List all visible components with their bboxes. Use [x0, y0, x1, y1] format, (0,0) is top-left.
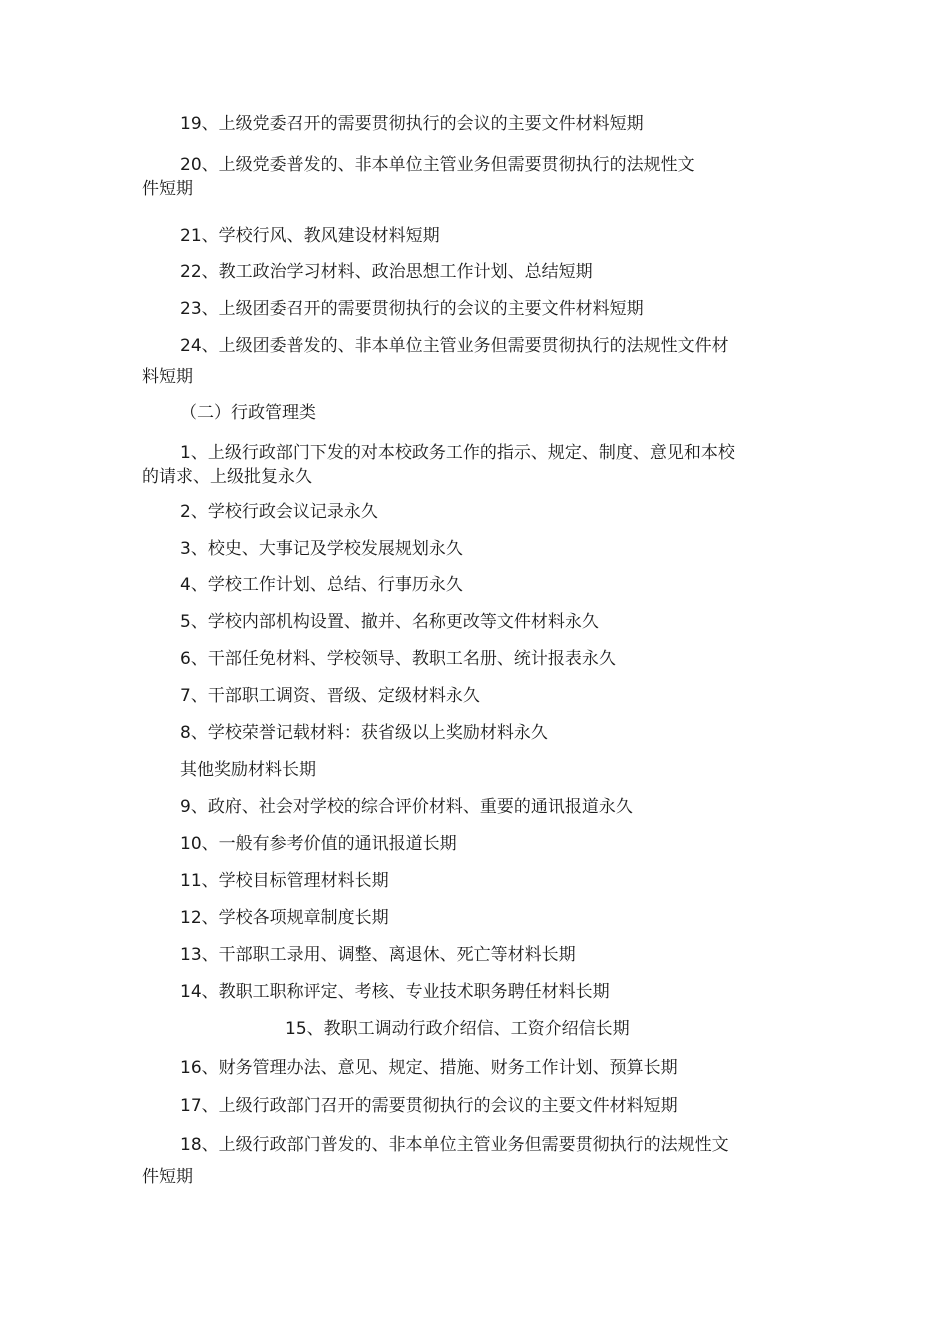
item-admin-12: 12、学校各项规章制度长期 [180, 908, 389, 928]
item-admin-6: 6、干部任免材料、学校领导、教职工名册、统计报表永久 [180, 649, 616, 669]
item-admin-17: 17、上级行政部门召开的需要贯彻执行的会议的主要文件材料短期 [180, 1096, 678, 1116]
item-admin-7: 7、干部职工调资、晋级、定级材料永久 [180, 686, 480, 706]
item-admin-10: 10、一般有参考价值的通讯报道长期 [180, 834, 457, 854]
item-admin-5: 5、学校内部机构设置、撤并、名称更改等文件材料永久 [180, 612, 599, 632]
item-admin-18-cont: 件短期 [142, 1167, 193, 1187]
item-party-20: 20、上级党委普发的、非本单位主管业务但需要贯彻执行的法规性文 [180, 155, 695, 175]
item-party-23: 23、上级团委召开的需要贯彻执行的会议的主要文件材料短期 [180, 299, 644, 319]
item-admin-3: 3、校史、大事记及学校发展规划永久 [180, 539, 463, 559]
item-party-24: 24、上级团委普发的、非本单位主管业务但需要贯彻执行的法规性文件材 [180, 336, 729, 356]
item-party-21: 21、学校行风、教风建设材料短期 [180, 226, 440, 246]
item-admin-2: 2、学校行政会议记录永久 [180, 502, 378, 522]
item-admin-1-cont: 的请求、上级批复永久 [142, 467, 312, 487]
item-admin-15: 15、教职工调动行政介绍信、工资介绍信长期 [285, 1019, 630, 1039]
section-heading-admin: （二）行政管理类 [180, 403, 316, 423]
item-admin-4: 4、学校工作计划、总结、行事历永久 [180, 575, 463, 595]
item-admin-9: 9、政府、社会对学校的综合评价材料、重要的通讯报道永久 [180, 797, 633, 817]
item-admin-13: 13、干部职工录用、调整、离退休、死亡等材料长期 [180, 945, 576, 965]
item-party-19: 19、上级党委召开的需要贯彻执行的会议的主要文件材料短期 [180, 114, 644, 134]
item-admin-1: 1、上级行政部门下发的对本校政务工作的指示、规定、制度、意见和本校 [180, 443, 735, 463]
item-admin-18: 18、上级行政部门普发的、非本单位主管业务但需要贯彻执行的法规性文 [180, 1135, 729, 1155]
item-party-22: 22、教工政治学习材料、政治思想工作计划、总结短期 [180, 262, 593, 282]
item-admin-8: 8、学校荣誉记载材料：获省级以上奖励材料永久 [180, 723, 548, 743]
item-party-20-cont: 件短期 [142, 179, 193, 199]
item-admin-14: 14、教职工职称评定、考核、专业技术职务聘任材料长期 [180, 982, 610, 1002]
item-admin-16: 16、财务管理办法、意见、规定、措施、财务工作计划、预算长期 [180, 1058, 678, 1078]
item-admin-11: 11、学校目标管理材料长期 [180, 871, 389, 891]
item-party-24-cont: 料短期 [142, 367, 193, 387]
item-admin-8-other: 其他奖励材料长期 [180, 760, 316, 780]
